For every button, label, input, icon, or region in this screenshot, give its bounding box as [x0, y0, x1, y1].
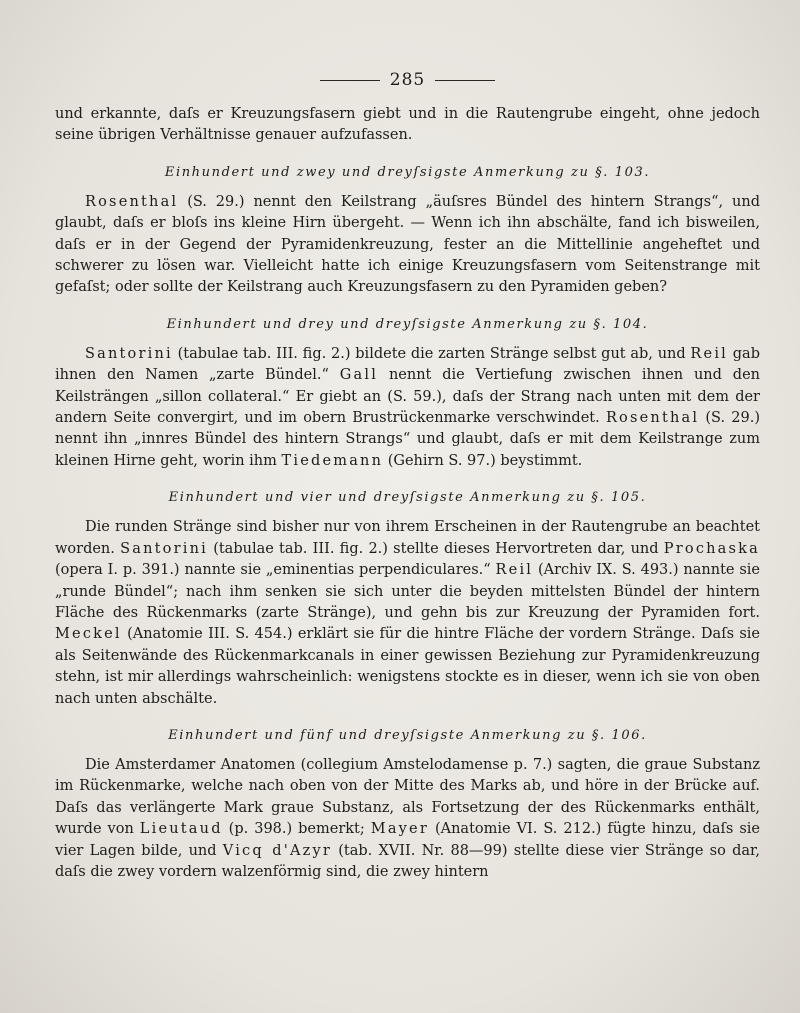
- note-text: (opera I. p. 391.) nannte sie „eminentias perpendiculares.“: [55, 562, 496, 579]
- note-paragraph-105: [55, 517, 760, 710]
- author-name: Rosenthal: [85, 193, 179, 210]
- note-text: (S. 29.) nennt den Keilstrang „äuſsres Bündel des hintern Strangs“, und glaubt, daſs er bloſs ins kleine Hirn übergeht. — Wenn ich ihn abschälte, fand ich bisweilen, daſs er in der Gegend der Pyramidenkreuzung, fester an die Mittellinie angeheftet und schwerer zu lösen war. Vielleicht hatte ich einige Kreuzungsfasern vom Seitenstrange mit gefaſst; oder sollte der Keilstrang auch Kreuzungsfasern zu den Pyramiden geben?: [55, 193, 760, 296]
- note-text: (p. 398.) bemerkt;: [222, 821, 371, 838]
- note-text: (tabulae tab. III. fig. 2.) bildete die zarten Stränge selbst gut ab, und: [172, 345, 691, 362]
- author-name: Prochaska: [663, 540, 760, 557]
- author-name: Gall: [339, 367, 379, 384]
- note-text: nennt die Vertiefung zwischen ihnen und den Keilsträngen „sillon collateral.“ Er giebt an (S. 59.), daſs der Strang nach unten mit dem der andern Seite convergirt, und im obern Brustrückenmarke verschwindet.: [55, 367, 760, 427]
- note-heading-104: Einhundert und drey und dreyſsigste Anmerkung zu §. 104.: [166, 316, 649, 332]
- author-name: Reil: [690, 345, 728, 362]
- header-rule-left: [320, 80, 380, 81]
- note-text: (S. 29.) nennt ihn „innres Bündel des hintern Strangs“ und glaubt, daſs er mit dem Keilstrange zum kleinen Hirne geht, worin ihm: [55, 410, 760, 469]
- note-text: (tab. XVII. Nr. 88—99) stellte diese vier Stränge so dar, daſs die zwey vordern walzenförmig sind, die zwey hintern: [55, 842, 760, 880]
- note-text: (tabulae tab. III. fig. 2.) stellte dieses Hervortreten dar, und: [207, 540, 664, 557]
- note-text: (Anatomie III. S. 454.) erklärt sie für die hintre Fläche der vordern Stränge. Daſs sie als Seitenwände des Rückenmarkcanals in einer gewissen Beziehung zur Pyramidenkreuzung stehn, ist mir allerdings wahrscheinlich: wenigstens stockte es in dieser, wenn ich sie von oben nach unten abschälte.: [55, 626, 760, 707]
- header-rule-right: [435, 80, 495, 81]
- author-name: Reil: [495, 562, 534, 579]
- note-paragraph-104: [55, 344, 760, 472]
- author-name: Mayer: [370, 821, 429, 838]
- note-text: (Anatomie VI. S. 212.) fügte hinzu, daſs sie vier Lagen bilde, und: [55, 821, 760, 859]
- page-header: [55, 70, 760, 90]
- note-heading-105: Einhundert und vier und dreyſsigste Anmerkung zu §. 105.: [168, 490, 647, 506]
- note-text: Die Amsterdamer Anatomen (collegium Amstelodamense p. 7.) sagten, die graue Substanz im Rückenmarke, welche nach oben von der Mitte des Marks ab, und höre in der Brücke auf. Daſs das verlängerte Mark graue Substanz, als Fortsetzung der des Rückenmarks enthält, wurde von: [55, 756, 760, 838]
- author-name: Santorini: [120, 540, 208, 557]
- author-name: Lieutaud: [139, 821, 223, 838]
- author-name: Tiedemann: [281, 452, 384, 469]
- author-name: Vicq d'Azyr: [222, 842, 332, 859]
- note-paragraph-103: [55, 192, 760, 299]
- author-name: Meckel: [55, 626, 122, 643]
- author-name: Rosenthal: [605, 410, 700, 427]
- note-heading-103: Einhundert und zwey und dreyſsigste Anmerkung zu §. 103.: [164, 164, 651, 180]
- page-number: 285: [389, 70, 426, 90]
- note-text: (Archiv IX. S. 493.) nannte sie „runde Bündel“; nach ihm senken sie sich unter die beyden mittelsten Bündel der hintern Fläche des Rückenmarks (zarte Stränge), und gehn bis zur Kreuzung der Pyramiden fort.: [55, 562, 760, 621]
- note-text: gab ihnen den Namen „zarte Bündel.“: [55, 345, 760, 384]
- opening-paragraph: und erkannte, daſs er Kreuzungsfasern giebt und in die Rautengrube eingeht, ohne jedoch seine übrigen Verhältnisse genauer aufzufassen.: [55, 106, 760, 144]
- note-heading-106: Einhundert und fünf und dreyſsigste Anmerkung zu §. 106.: [168, 727, 647, 743]
- note-paragraph-106: [55, 755, 760, 883]
- note-text: Die runden Stränge sind bisher nur von ihrem Erscheinen in der Rautengrube an beachtet worden.: [55, 519, 760, 557]
- author-name: Santorini: [85, 345, 173, 362]
- note-text: (Gehirn S. 97.) beystimmt.: [383, 452, 583, 469]
